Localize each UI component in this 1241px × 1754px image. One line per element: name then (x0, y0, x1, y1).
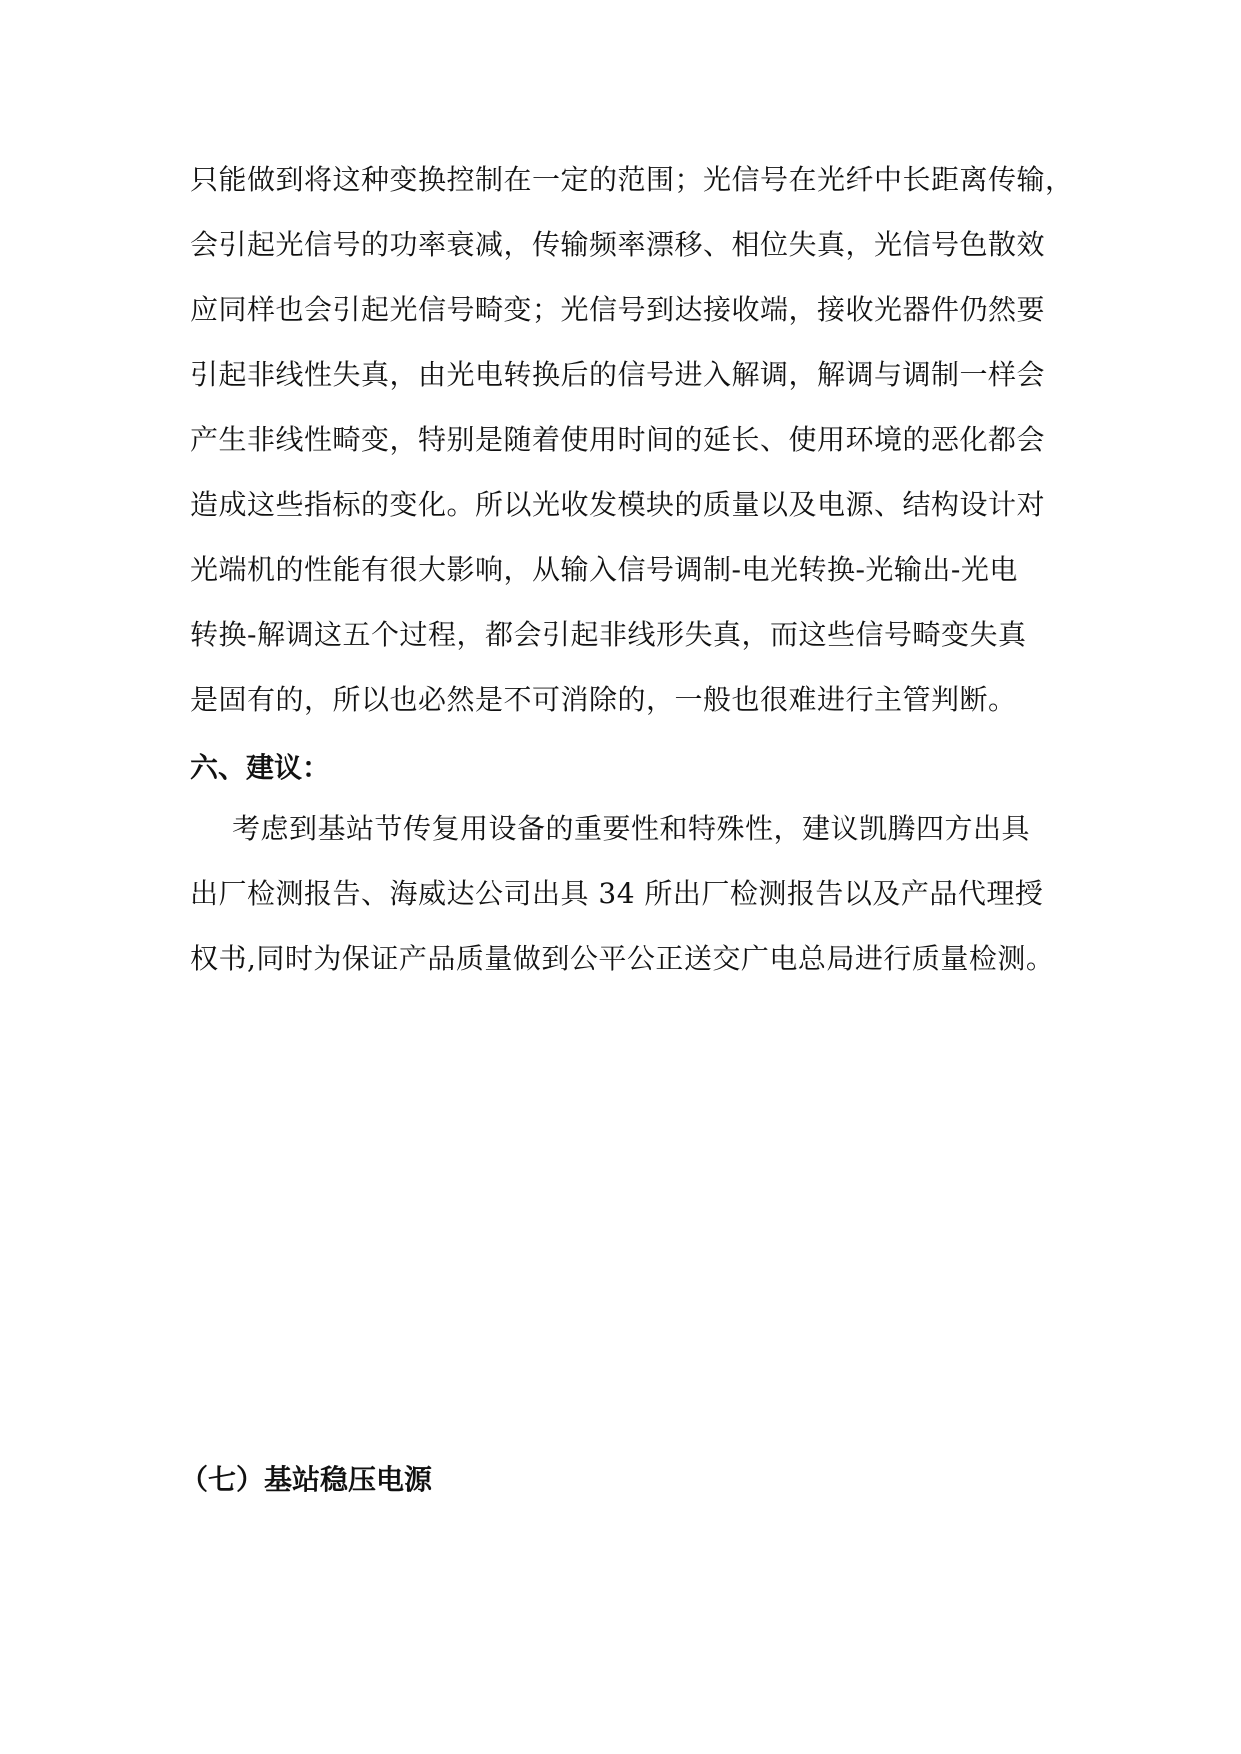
paragraph-line: 光端机的性能有很大影响，从输入信号调制-电光转换-光输出-光电 (190, 553, 1018, 586)
paragraph-line: 引起非线性失真，由光电转换后的信号进入解调，解调与调制一样会 (190, 358, 1046, 391)
paragraph-line: 是固有的，所以也必然是不可消除的，一般也很难进行主管判断。 (190, 683, 1017, 716)
paragraph-line: 转换-解调这五个过程，都会引起非线形失真，而这些信号畸变失真 (190, 618, 1027, 651)
paragraph-line: 产生非线性畸变，特别是随着使用时间的延长、使用环境的恶化都会 (190, 423, 1046, 456)
paragraph-line: 考虑到基站节传复用设备的重要性和特殊性，建议凯腾四方出具 (232, 812, 1031, 845)
paragraph-transmission-distortion (190, 160, 1090, 745)
section-title-power-supply: （七）基站稳压电源 (180, 1463, 433, 1496)
paragraph-line: 只能做到将这种变换控制在一定的范围；光信号在光纤中长距离传输， (190, 163, 1074, 196)
paragraph-line: 造成这些指标的变化。所以光收发模块的质量以及电源、结构设计对 (190, 488, 1046, 521)
paragraph-line: 权书,同时为保证产品质量做到公平公正送交广电总局进行质量检测。 (190, 942, 1055, 975)
paragraph-suggestions (190, 809, 1090, 1004)
paragraph-line: 会引起光信号的功率衰减，传输频率漂移、相位失真，光信号色散效 (190, 228, 1046, 261)
paragraph-line: 出厂检测报告、海威达公司出具 34 所出厂检测报告以及产品代理授 (190, 877, 1044, 910)
heading-suggestions: 六、建议： (190, 751, 331, 784)
paragraph-line: 应同样也会引起光信号畸变；光信号到达接收端，接收光器件仍然要 (190, 293, 1046, 326)
